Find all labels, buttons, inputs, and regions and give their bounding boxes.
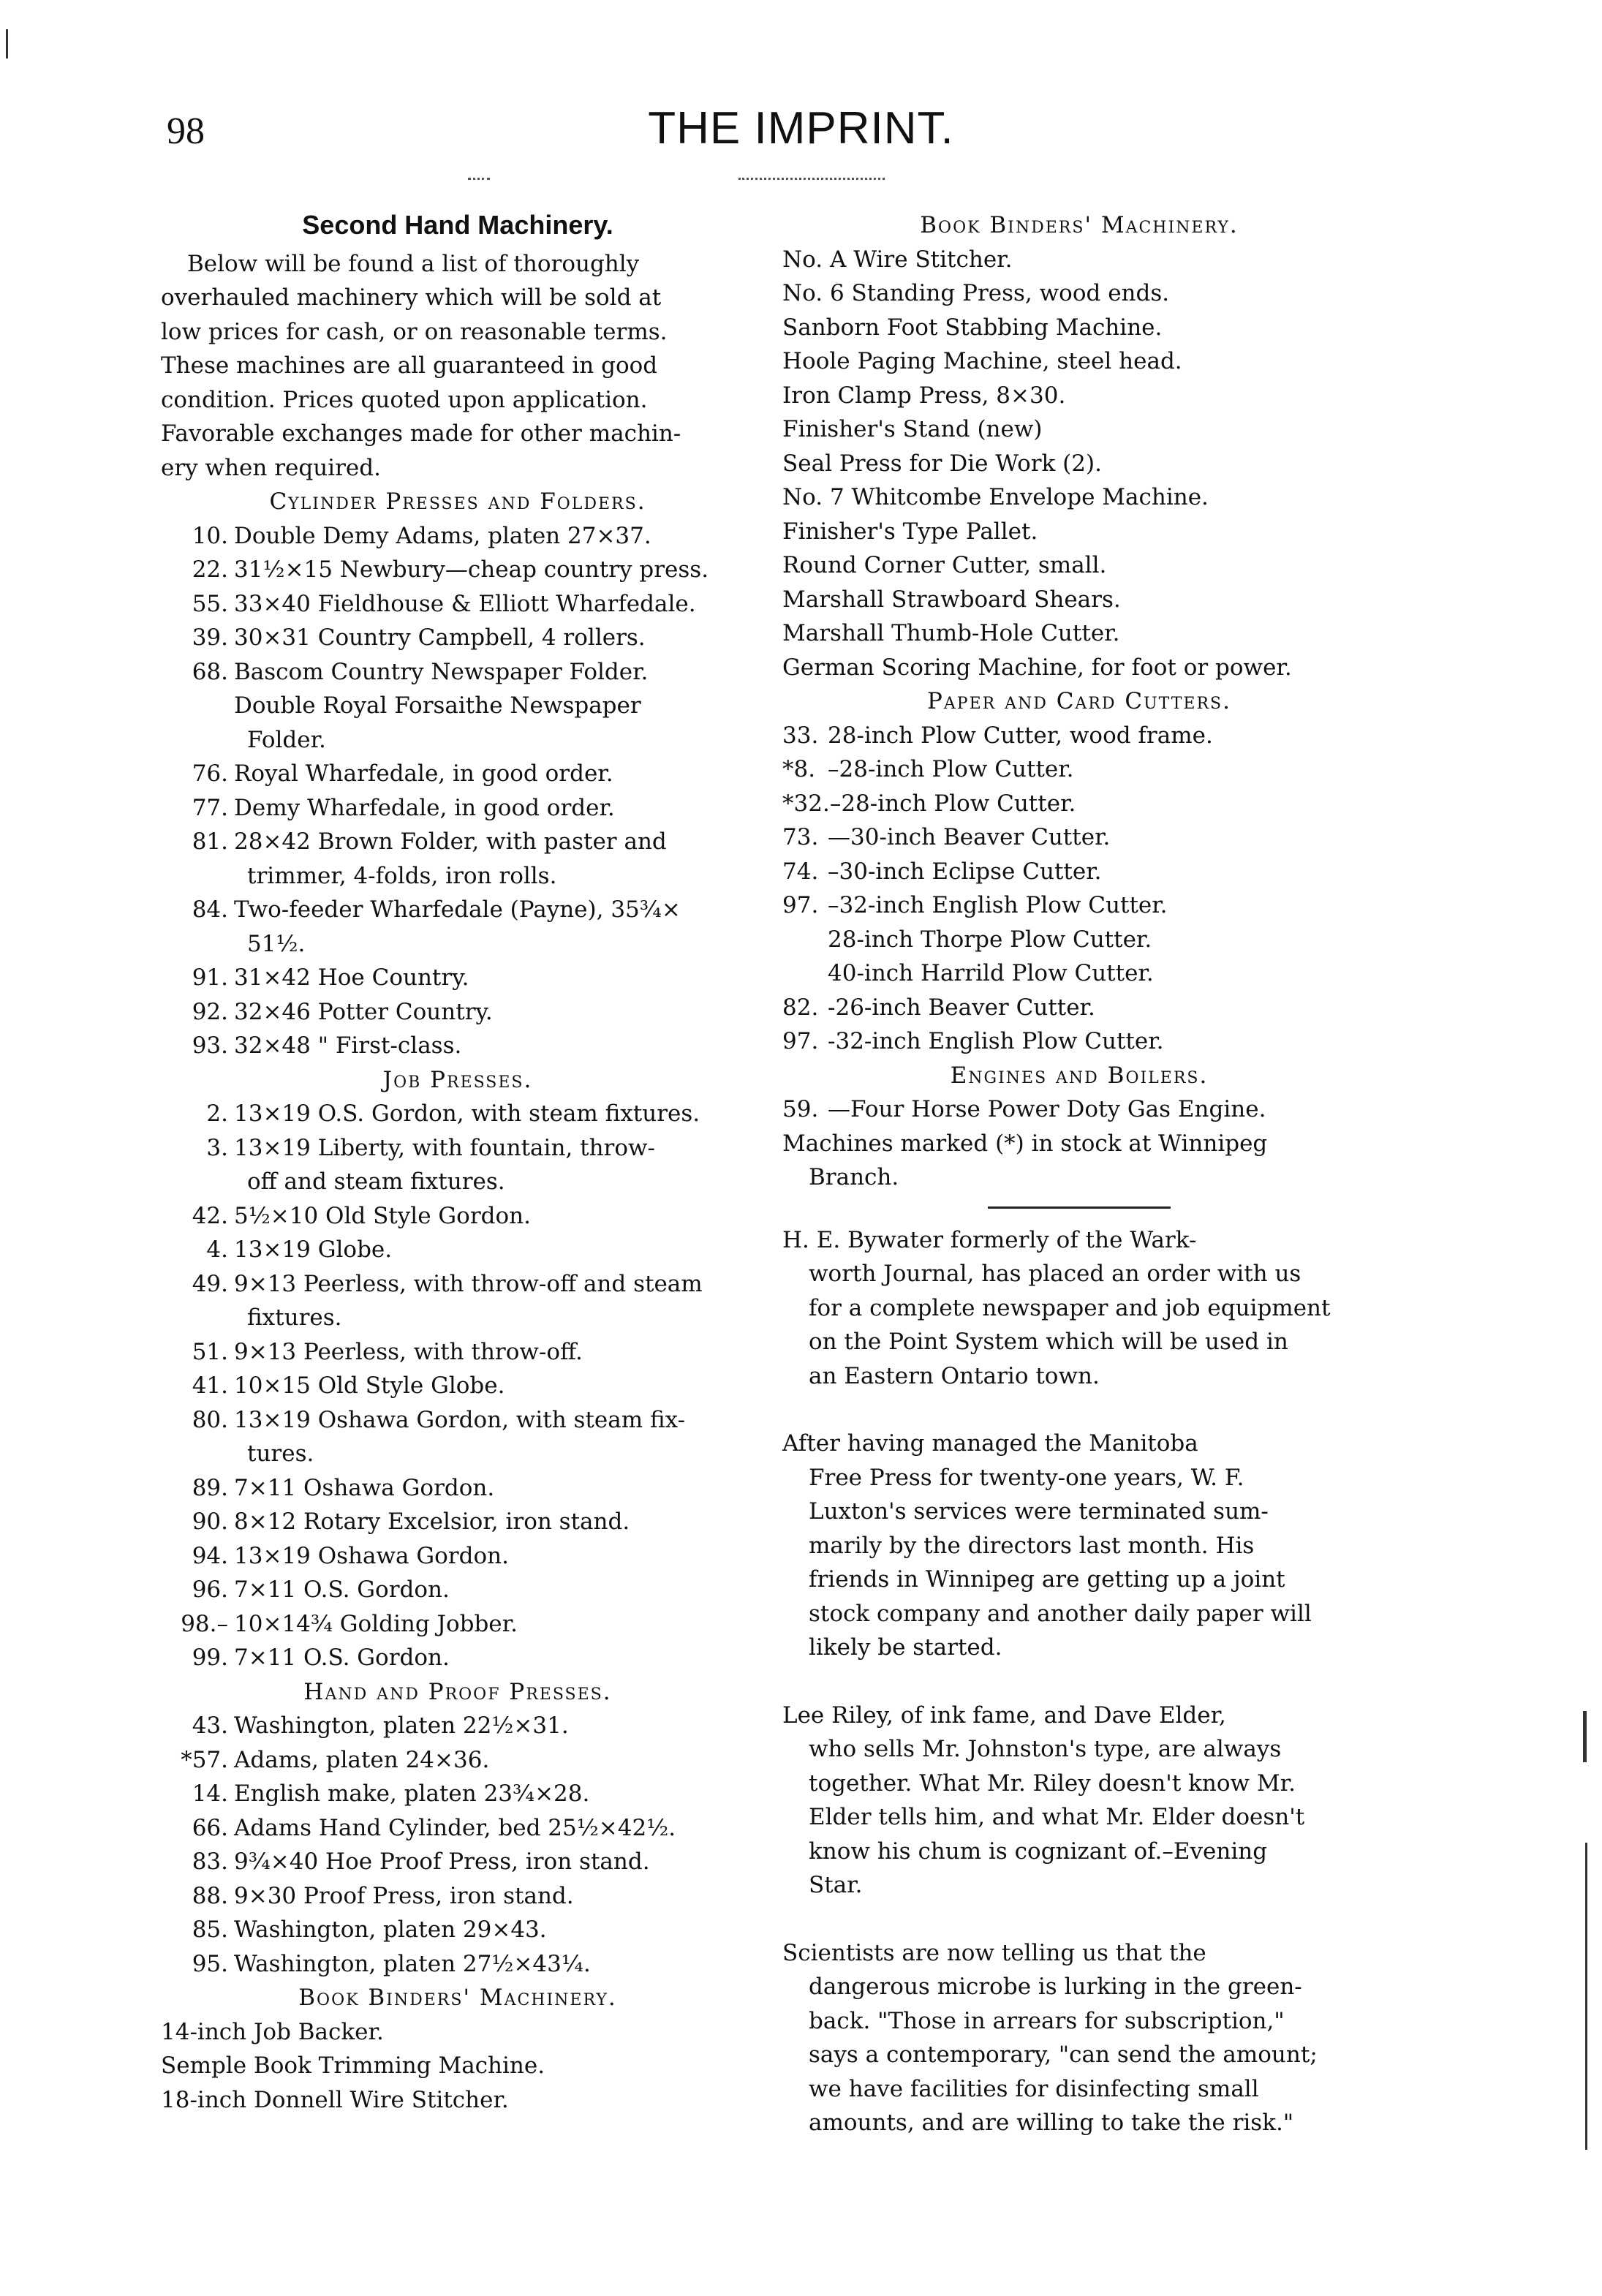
item-number: 88. [192, 1882, 228, 1909]
list-item [161, 1709, 755, 1743]
paragraph-line: amounts, and are willing to take the risk." [809, 2110, 1294, 2136]
item-text: 31×42 Hoe Country. [234, 964, 469, 991]
item-text: 8×12 Rotary Excelsior, iron stand. [234, 1508, 630, 1535]
item-text: –28-inch Plow Cutter. [829, 790, 1076, 817]
news-paragraph-scientists [782, 1936, 1376, 2140]
item-number: 96. [192, 1576, 228, 1603]
item-text: —Four Horse Power Doty Gas Engine. [828, 1096, 1266, 1122]
item-number: 83. [192, 1848, 228, 1875]
list-item [782, 820, 1376, 855]
item-number: 4. [206, 1236, 228, 1263]
intro-paragraph [161, 247, 755, 486]
item-number: 97. [782, 1028, 819, 1054]
list-item: Seal Press for Die Work (2). [782, 450, 1102, 477]
news-paragraph-riley [782, 1699, 1376, 1903]
section-heading-book-cont: Book Binders' Machinery. [920, 212, 1239, 238]
paragraph-line: Elder tells him, and what Mr. Elder doesn't [809, 1804, 1305, 1830]
list-item: Finisher's Type Pallet. [782, 518, 1038, 545]
list-item [161, 825, 755, 893]
item-text: 51½. [247, 930, 306, 957]
item-text: 13×19 Globe. [234, 1236, 393, 1263]
list-item [161, 1947, 755, 1982]
list-item: German Scoring Machine, for foot or power. [782, 654, 1292, 681]
stock-note [782, 1127, 1376, 1195]
paragraph-line: Luxton's services were terminated sum- [809, 1498, 1269, 1525]
list-item [161, 1505, 755, 1539]
item-number: 99. [192, 1644, 228, 1671]
paragraph-line: friends in Winnipeg are getting up a joint [809, 1566, 1285, 1593]
item-text: 9¾×40 Hoe Proof Press, iron stand. [234, 1848, 650, 1875]
section-heading-book: Book Binders' Machinery. [298, 1985, 617, 2011]
cylinder-list [161, 519, 755, 1063]
item-text: 28-inch Plow Cutter, wood frame. [828, 722, 1213, 749]
paragraph-line: After having managed the Manitoba [782, 1430, 1198, 1457]
paragraph-line: Lee Riley, of ink fame, and Dave Elder, [782, 1702, 1226, 1729]
engines-list [782, 1092, 1376, 1127]
list-item [782, 719, 1376, 753]
list-item [161, 893, 755, 961]
section-heading: Second Hand Machinery. [302, 210, 613, 240]
item-number: *32. [782, 790, 830, 817]
list-item [161, 995, 755, 1030]
list-item: Marshall Thumb-Hole Cutter. [782, 620, 1120, 646]
item-text: 10×15 Old Style Globe. [234, 1372, 505, 1399]
note-line: Branch. [809, 1164, 899, 1190]
item-number: 82. [782, 994, 819, 1021]
item-text: Demy Wharfedale, in good order. [234, 794, 615, 821]
item-number: 55. [192, 590, 228, 617]
intro-line: condition. Prices quoted upon application. [161, 386, 648, 413]
list-item [161, 791, 755, 826]
item-number: 77. [192, 794, 228, 821]
intro-line: ery when required. [161, 454, 381, 481]
paragraph-line: Free Press for twenty-one years, W. F. [809, 1464, 1244, 1491]
item-text: off and steam fixtures. [247, 1168, 505, 1195]
item-text: 31½×15 Newbury—cheap country press. [234, 556, 709, 583]
item-number: 92. [192, 998, 228, 1025]
list-item: Iron Clamp Press, 8×30. [782, 382, 1066, 409]
item-number: 33. [782, 722, 819, 749]
list-item [161, 1199, 755, 1234]
item-number: 76. [192, 760, 228, 787]
paragraph-line: who sells Mr. Johnston's type, are always [809, 1736, 1282, 1762]
item-text: 33×40 Fieldhouse & Elliott Wharfedale. [234, 590, 696, 617]
list-item [782, 956, 1376, 991]
list-item: Sanborn Foot Stabbing Machine. [782, 314, 1163, 341]
separator-rule [988, 1206, 1171, 1209]
item-text: Adams Hand Cylinder, bed 25½×42½. [234, 1814, 676, 1841]
paragraph-line: together. What Mr. Riley doesn't know Mr. [809, 1770, 1296, 1797]
list-item [161, 587, 755, 622]
list-item [161, 519, 755, 554]
item-text: -26-inch Beaver Cutter. [828, 994, 1095, 1021]
item-text: 9×13 Peerless, with throw-off and steam [234, 1270, 703, 1297]
item-number: 42. [192, 1202, 228, 1229]
item-number: 84. [192, 896, 228, 923]
intro-line: low prices for cash, or on reasonable terms. [161, 318, 668, 345]
list-item [161, 961, 755, 995]
item-text: –28-inch Plow Cutter. [828, 756, 1074, 782]
intro-line: Favorable exchanges made for other machin- [161, 420, 681, 447]
paragraph-line: worth Journal, has placed an order with us [809, 1261, 1301, 1287]
item-text: English make, platen 23¾×28. [234, 1780, 590, 1807]
item-number: 66. [192, 1814, 228, 1841]
section-heading-job: Job Presses. [382, 1066, 533, 1093]
section-heading-paper: Paper and Card Cutters. [927, 688, 1231, 714]
item-text: Bascom Country Newspaper Folder. [234, 658, 649, 685]
paragraph-line: H. E. Bywater formerly of the Wark- [782, 1226, 1197, 1253]
list-item [161, 1097, 755, 1131]
scan-mark [6, 29, 8, 58]
list-item [782, 752, 1376, 787]
item-text: Washington, platen 22½×31. [234, 1712, 569, 1739]
item-text: —30-inch Beaver Cutter. [828, 824, 1111, 850]
item-number: 14. [192, 1780, 228, 1807]
list-item [782, 991, 1376, 1025]
item-number: 93. [192, 1032, 228, 1059]
list-item [161, 1335, 755, 1370]
list-item [161, 1607, 755, 1642]
book-list [161, 2015, 755, 2118]
list-item [782, 1092, 1376, 1127]
list-item: 14-inch Job Backer. [161, 2018, 384, 2045]
item-number: 80. [192, 1406, 228, 1433]
intro-line: These machines are all guaranteed in good [161, 352, 658, 379]
item-number: 59. [782, 1096, 819, 1122]
list-item [782, 1024, 1376, 1059]
item-text: 32×46 Potter Country. [234, 998, 493, 1025]
item-text: Washington, platen 27½×43¼. [234, 1950, 591, 1977]
item-number: 2. [206, 1100, 228, 1127]
list-item [161, 1471, 755, 1506]
item-number: 74. [782, 858, 819, 885]
list-item: Semple Book Trimming Machine. [161, 2053, 545, 2079]
list-item [161, 1913, 755, 1947]
item-text: -32-inch English Plow Cutter. [828, 1028, 1164, 1054]
note-line: Machines marked (*) in stock at Winnipeg [782, 1130, 1268, 1157]
section-heading-hand: Hand and Proof Presses. [303, 1678, 612, 1705]
item-text: 28-inch Thorpe Plow Cutter. [828, 926, 1152, 953]
item-text: Two-feeder Wharfedale (Payne), 35¾× [234, 896, 681, 923]
list-item [161, 1131, 755, 1199]
list-item [161, 1811, 755, 1846]
job-list [161, 1097, 755, 1675]
item-text: 9×13 Peerless, with throw-off. [234, 1338, 583, 1365]
list-item: 18-inch Donnell Wire Stitcher. [161, 2086, 509, 2113]
item-number: 39. [192, 624, 228, 651]
item-text: –32-inch English Plow Cutter. [828, 892, 1168, 918]
list-item [161, 655, 755, 690]
paragraph-line: on the Point System which will be used in [809, 1329, 1288, 1355]
item-number: 73. [782, 824, 819, 850]
scan-mark [1585, 1843, 1587, 2150]
item-text: trimmer, 4-folds, iron rolls. [247, 862, 557, 889]
item-text: 13×19 Liberty, with fountain, throw- [234, 1134, 656, 1161]
list-item [161, 1029, 755, 1063]
paragraph-line: Scientists are now telling us that the [782, 1939, 1206, 1966]
item-number: 81. [192, 828, 228, 855]
item-text: 13×19 Oshawa Gordon, with steam fix- [234, 1406, 686, 1433]
list-item [782, 923, 1376, 957]
item-text: 7×11 O.S. Gordon. [234, 1576, 450, 1603]
item-text: 9×30 Proof Press, iron stand. [234, 1882, 574, 1909]
list-item [161, 689, 755, 757]
item-text: Adams, platen 24×36. [234, 1746, 490, 1773]
item-text: 13×19 Oshawa Gordon. [234, 1542, 509, 1569]
item-number: 68. [192, 658, 228, 685]
item-text: 7×11 O.S. Gordon. [234, 1644, 450, 1671]
running-head: THE IMPRINT. [648, 103, 954, 154]
item-number: *57. [181, 1746, 228, 1773]
list-item [782, 787, 1376, 821]
list-item [161, 1845, 755, 1879]
item-text: 40-inch Harrild Plow Cutter. [828, 960, 1154, 986]
paragraph-line: we have facilities for disinfecting small [809, 2075, 1259, 2102]
item-text: Double Royal Forsaithe Newspaper [234, 692, 641, 719]
list-item [782, 855, 1376, 889]
paragraph-line: says a contemporary, "can send the amount; [809, 2042, 1318, 2068]
paragraph-line: know his chum is cognizant of.–Evening [809, 1838, 1268, 1865]
item-text: 30×31 Country Campbell, 4 rollers. [234, 624, 646, 651]
list-item: No. 7 Whitcombe Envelope Machine. [782, 484, 1209, 510]
ornament-rule [738, 178, 885, 180]
paragraph-line: stock company and another daily paper will [809, 1600, 1312, 1627]
item-number: 90. [192, 1508, 228, 1535]
list-item [161, 1743, 755, 1778]
item-number: 97. [782, 892, 819, 918]
news-paragraph-luxton [782, 1427, 1376, 1665]
item-text: Folder. [247, 726, 326, 753]
list-item [161, 1777, 755, 1811]
item-text: 5½×10 Old Style Gordon. [234, 1202, 531, 1229]
paragraph-line: likely be started. [809, 1634, 1002, 1661]
ornament-rule [468, 178, 490, 180]
item-number: *8. [782, 756, 816, 782]
list-item [161, 1403, 755, 1471]
right-column [782, 208, 1376, 2140]
item-text: Royal Wharfedale, in good order. [234, 760, 613, 787]
list-item: Round Corner Cutter, small. [782, 552, 1107, 578]
list-item [161, 1369, 755, 1403]
item-text: Washington, platen 29×43. [234, 1917, 547, 1943]
item-number: 91. [192, 964, 228, 991]
paragraph-line: for a complete newspaper and job equipment [809, 1294, 1331, 1321]
list-item [161, 1641, 755, 1675]
item-text: tures. [247, 1440, 314, 1467]
list-item [161, 1267, 755, 1335]
list-item: No. A Wire Stitcher. [782, 246, 1013, 273]
left-column [161, 208, 755, 2117]
list-item: Hoole Paging Machine, steel head. [782, 348, 1182, 374]
list-item [782, 888, 1376, 923]
item-text: –30-inch Eclipse Cutter. [828, 858, 1102, 885]
item-number: 94. [192, 1542, 228, 1569]
paragraph-line: Star. [809, 1872, 863, 1898]
item-text: 7×11 Oshawa Gordon. [234, 1474, 495, 1501]
book-list-cont [782, 243, 1376, 685]
paragraph-line: marily by the directors last month. His [809, 1532, 1255, 1559]
list-item: Marshall Strawboard Shears. [782, 586, 1121, 613]
intro-line: Below will be found a list of thoroughly [187, 250, 640, 277]
item-number: 22. [192, 556, 228, 583]
item-number: 3. [206, 1134, 228, 1161]
item-number: 43. [192, 1712, 228, 1739]
news-paragraph-bywater [782, 1223, 1376, 1394]
list-item: Finisher's Stand (new) [782, 416, 1043, 442]
list-item [161, 757, 755, 791]
item-number: 51. [192, 1338, 228, 1365]
item-text: fixtures. [247, 1304, 342, 1331]
item-number: 85. [192, 1917, 228, 1943]
paragraph-line: back. "Those in arrears for subscription," [809, 2007, 1285, 2034]
list-item [161, 1233, 755, 1267]
item-text: 13×19 O.S. Gordon, with steam fixtures. [234, 1100, 700, 1127]
list-item [161, 1879, 755, 1914]
paper-list [782, 719, 1376, 1059]
item-text: 28×42 Brown Folder, with paster and [234, 828, 667, 855]
item-number: 49. [192, 1270, 228, 1297]
item-text: 10×14¾ Golding Jobber. [234, 1610, 518, 1637]
list-item [161, 1539, 755, 1574]
intro-line: overhauled machinery which will be sold at [161, 284, 662, 311]
item-number: 41. [192, 1372, 228, 1399]
item-text: 32×48 " First-class. [234, 1032, 462, 1059]
item-text: Double Demy Adams, platen 27×37. [234, 522, 651, 549]
item-number: 98.– [181, 1610, 228, 1637]
page-number: 98 [167, 110, 205, 152]
scan-mark [1583, 1711, 1587, 1762]
item-number: 95. [192, 1950, 228, 1977]
list-item: No. 6 Standing Press, wood ends. [782, 280, 1170, 306]
section-heading-cylinder: Cylinder Presses and Folders. [269, 488, 646, 515]
item-number: 10. [192, 522, 228, 549]
hand-list [161, 1709, 755, 1981]
paragraph-line: an Eastern Ontario town. [809, 1362, 1100, 1389]
list-item [161, 621, 755, 655]
section-heading-engines: Engines and Boilers. [950, 1062, 1209, 1089]
item-number: 89. [192, 1474, 228, 1501]
list-item [161, 553, 755, 587]
list-item [161, 1573, 755, 1607]
paragraph-line: dangerous microbe is lurking in the green- [809, 1974, 1302, 2000]
